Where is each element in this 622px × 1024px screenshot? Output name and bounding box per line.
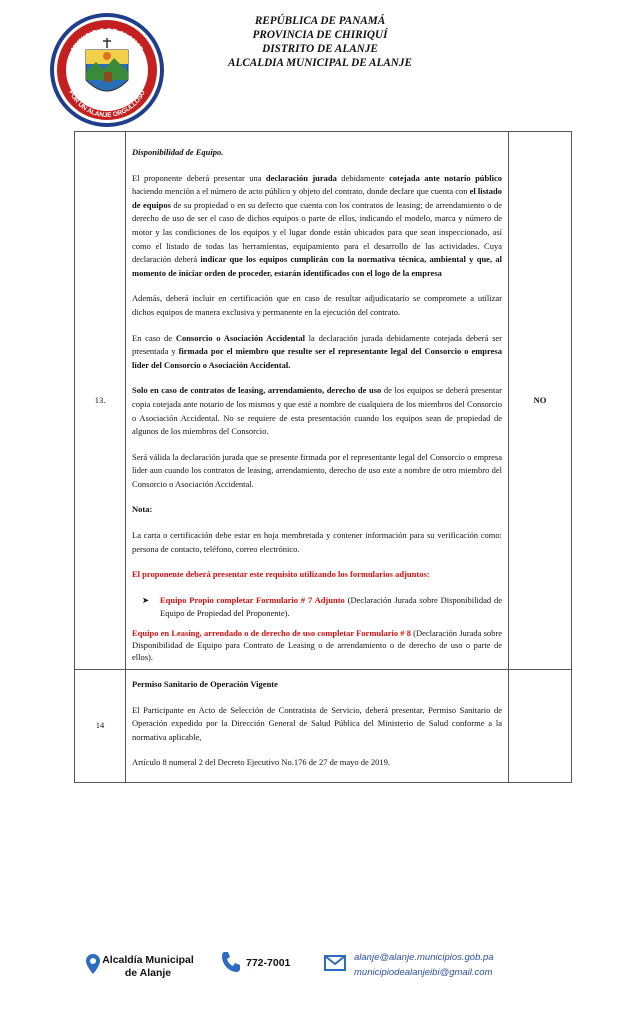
row-result: NO [509,132,572,670]
paragraph: La carta o certificación debe estar en hoja membretada y contener información para su verificación como: persona de contacto, teléfono, correo electrónico. [132,530,502,554]
paragraph: Solo en caso de contratos de leasing, arrendamiento, derecho de uso de los equipos se deberá presentar copia cotejada ante notario de los mismos y que esté a nombre de cualquiera de los miembros del Consorcio o Asociación Accidental. No se requiere de esta presentación cuando los equipos sean de propiedad de algunos de los miembros del Consorcio. [132,385,503,437]
row-number: 14 [75,670,126,783]
header-alcaldia: ALCALDIA MUNICIPAL DE ALANJE [228,57,412,69]
footer-phone: 772-7001 [246,957,291,969]
header-district: DISTRITO DE ALANJE [262,43,378,55]
row-title: Disponibilidad de Equipo. [132,147,224,157]
row-title: Permiso Sanitario de Operación Vigente [132,679,278,690]
letterhead [170,14,470,70]
paragraph: En caso de Consorcio o Asociación Accidental la declaración jurada debidamente cotejada deberá ser presentada y firmada por el miembro que resulte ser el representante legal del Consorcio o empresa líder del Consorcio o Asociación Accidental. [132,332,502,370]
requirements-table [74,131,572,783]
email-link[interactable]: municipiodealanjeibi@gmail.com [354,967,493,978]
paragraph: Equipo en Leasing, arrendado o de derecho de uso completar Formulario # 8 (Declaración Jurada sobre Disponibilidad de Equipo para Contrato de Leasing o de arrendamiento o de derecho de uso o parte de ellos). [132,628,502,663]
paragraph: Además, deberá incluir en certificación que en caso de resultar adjudicatario se compromete a utilizar dichos equipos de manera exclusiva y permanente en la ejecución del contrato. [132,293,502,317]
paragraph: Artículo 8 numeral 2 del Decreto Ejecutivo No.176 de 27 de mayo de 2019. [132,757,390,768]
footer-address: Alcaldía Municipal de Alanje [102,954,194,979]
table-row [75,132,572,670]
header-province: PROVINCIA DE CHIRIQUÍ [252,29,388,41]
arrow-bullet-icon: ➤ [142,594,150,605]
form-instruction: El proponente deberá presentar este requisito utilizando los formularios adjuntos: [132,569,430,580]
row-number: 13. [75,132,126,670]
paragraph: El Participante en Acto de Selección de Contratista de Servicio, deberá presentar, Permiso Sanitario de Operación expedido por la Dirección General de Salud Pública del Ministerio de Salud conforme a la normativa aplicable, [132,704,502,742]
footer-emails [354,950,494,980]
row-content [126,132,509,670]
seal-top-text: MUNICIPIO DE ALANJE [70,27,144,54]
footer [0,940,622,1000]
list-item: ➤ Equipo Propio completar Formulario # 7 Adjunto (Declaración Jurada sobre Disponibilidad de Equipo de Propiedad del Proponente). [142,594,502,621]
table-row [75,670,572,783]
note-label: Nota: [132,504,153,515]
email-link[interactable]: alanje@alanje.municipios.gob.pa [354,952,494,963]
seal-bottom-text: POR UN ALANJE ORGULLOSO [67,89,147,120]
paragraph: Será válida la declaración jurada que se presente firmada por el representante legal del Consorcio o empresa líder aun cuando los contratos de leasing, arrendamiento, derecho de uso este a nombre de otro miembro del Consorcio o Asociación Accidental. [132,451,502,489]
row-result [509,670,572,783]
municipal-seal [48,10,166,130]
header-republic: REPÚBLICA DE PANAMÁ [254,15,386,27]
row-content [126,670,509,783]
phone-icon [220,950,242,974]
paragraph: El proponente deberá presentar una declaración jurada debidamente cotejada ante notario público haciendo mención a el número de acto público y objeto del contrato, donde declare que cuenta con el listado de equipos de su propiedad o en su defecto que cuenta con los contratos de leasing; de arrendamiento o de derecho de uso de ser el caso de dichos equipos o parte de ellos, indicando el modelo, marca y número de motor y las condiciones de los equipos y el lugar donde están ubicados para que sean inspeccionado, así como el listado de todas las herramientas, equipamiento para el desarrollo de las actividades. Cuya declaración deberá indicar que los equipos cumplirán con la normativa técnica, ambiental y que, al momento de iniciar orden de proceder, estarán identificados con el logo de la empresa [132,172,503,278]
email-icon [324,952,346,972]
